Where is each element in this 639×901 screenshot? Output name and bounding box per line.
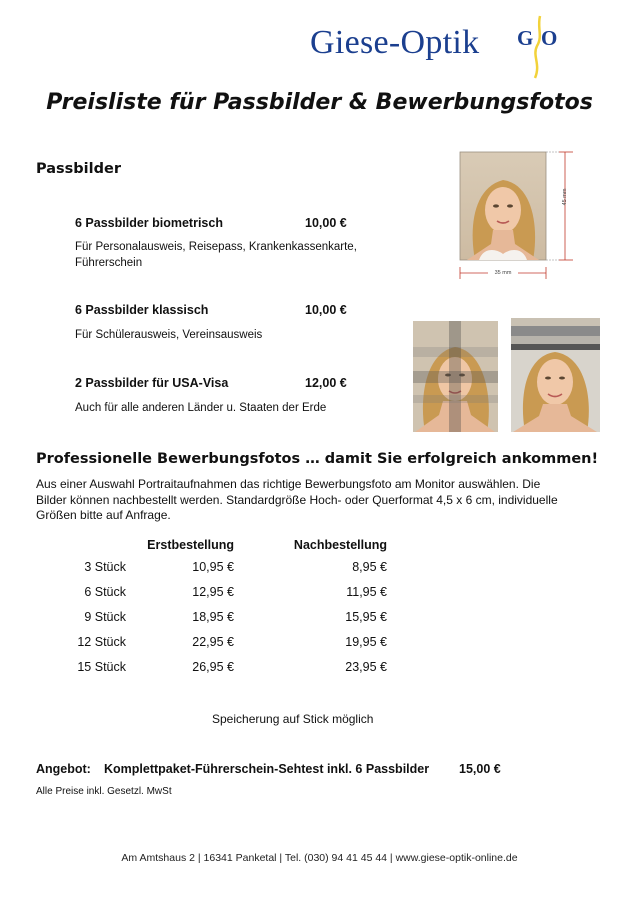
page-title: Preisliste für Passbilder & Bewerbungsfotos — [46, 90, 593, 115]
item-biometrisch-price: 10,00 € — [305, 216, 347, 230]
table-cell: 11,95 € — [346, 584, 387, 599]
table-cell: 12,95 € — [192, 584, 234, 599]
item-biometrisch-name: 6 Passbilder biometrisch — [75, 216, 223, 230]
desc-line: Führerschein — [75, 257, 143, 269]
item-klassisch-price: 10,00 € — [305, 303, 347, 317]
item-biometrisch-desc — [75, 239, 357, 271]
logo-mark-icon — [515, 14, 563, 80]
table-cell: 26,95 € — [192, 659, 234, 674]
item-klassisch-desc: Für Schülerausweis, Vereinsausweis — [75, 329, 263, 341]
logo-wordmark: Giese-Optik — [310, 24, 480, 61]
dimension-height-label: 45 mm — [562, 188, 568, 206]
vat-note: Alle Preise inkl. Gesetzl. MwSt — [36, 786, 172, 797]
table-cell: 12 Stück — [77, 634, 126, 649]
table-header — [60, 536, 126, 554]
item-usa-visa-desc: Auch für alle anderen Länder u. Staaten der Erde — [75, 402, 327, 414]
item-usa-visa-name: 2 Passbilder für USA-Visa — [75, 376, 229, 390]
offer-text: Komplettpaket-Führerschein-Sehtest inkl. 6 Passbilder — [104, 762, 430, 776]
item-usa-visa-price: 12,00 € — [305, 376, 347, 390]
table-row — [60, 579, 387, 604]
biometric-ruler-photo — [511, 318, 600, 432]
bewerbung-price-table — [60, 536, 387, 679]
logo-mark-o: O — [541, 26, 558, 50]
table-cell: 15 Stück — [77, 659, 126, 674]
bewerbung-heading: Professionelle Bewerbungsfotos … damit Sie erfolgreich ankommen! — [36, 451, 599, 467]
table-row — [60, 554, 387, 579]
table-header-row — [60, 536, 387, 554]
logo-mark-g: G — [517, 26, 534, 50]
table-cell: 22,95 € — [192, 634, 234, 649]
table-cell: 23,95 € — [345, 659, 387, 674]
paragraph-line: Aus einer Auswahl Portraitaufnahmen das richtige Bewerbungsfoto am Monitor auswählen. Die — [36, 477, 541, 491]
offer-label: Angebot: — [36, 762, 91, 776]
biometric-template-photo — [413, 321, 498, 432]
desc-line: Für Personalausweis, Reisepass, Krankenkassenkarte, — [75, 241, 357, 253]
table-header-erstbestellung: Erstbestellung — [147, 538, 234, 552]
passport-photo-diagram — [455, 148, 585, 288]
table-row — [60, 654, 387, 679]
table-cell: 9 Stück — [84, 609, 126, 624]
table-cell: 6 Stück — [84, 584, 126, 599]
item-klassisch-name: 6 Passbilder klassisch — [75, 303, 209, 317]
paragraph-line: Größen bitte auf Anfrage. — [36, 508, 171, 522]
passbilder-heading: Passbilder — [36, 161, 121, 177]
table-cell: 10,95 € — [192, 559, 234, 574]
table-row — [60, 604, 387, 629]
table-cell: 8,95 € — [352, 559, 387, 574]
table-cell: 15,95 € — [345, 609, 387, 624]
paragraph-line: Bilder können nachbestellt werden. Standardgröße Hoch- oder Querformat 4,5 x 6 cm, individuelle — [36, 492, 558, 507]
bewerbung-paragraph — [36, 477, 606, 524]
offer-price: 15,00 € — [459, 762, 501, 776]
table-cell: 19,95 € — [345, 634, 387, 649]
table-cell: 3 Stück — [84, 559, 126, 574]
stick-note: Speicherung auf Stick möglich — [212, 712, 374, 726]
table-header-nachbestellung: Nachbestellung — [293, 538, 387, 552]
footer-address: Am Amtshaus 2 | 16341 Panketal | Tel. (030) 94 41 45 44 | www.giese-optik-online.de — [121, 852, 518, 864]
dimension-width-label: 35 mm — [488, 270, 518, 276]
table-cell: 18,95 € — [192, 609, 234, 624]
table-row — [60, 629, 387, 654]
